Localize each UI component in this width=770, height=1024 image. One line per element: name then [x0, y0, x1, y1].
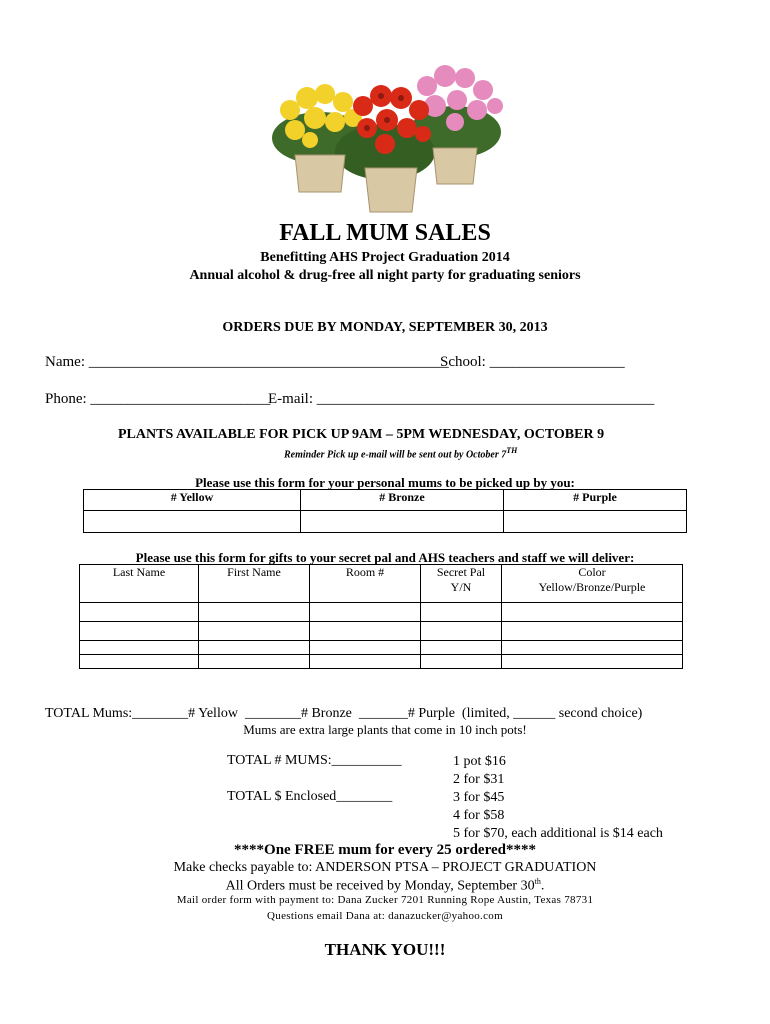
- page-title: FALL MUM SALES: [279, 220, 491, 246]
- gift-form-caption: Please use this form for gifts to your secret pal and AHS teachers and staff we will deliver:: [135, 550, 635, 565]
- subtitle-1: Benefitting AHS Project Graduation 2014: [260, 250, 510, 265]
- price-item: 3 for $45: [453, 790, 505, 805]
- total-enclosed-field[interactable]: TOTAL $ Enclosed________: [227, 789, 393, 804]
- personal-form-table: [83, 489, 687, 533]
- price-item: 4 for $58: [453, 808, 505, 823]
- phone-field[interactable]: Phone: ________________________: [45, 391, 271, 407]
- free-mum-offer: ****One FREE mum for every 25 ordered****: [234, 842, 536, 858]
- total-mums-field[interactable]: TOTAL # MUMS:__________: [227, 753, 402, 768]
- col-header: Last Name: [80, 565, 199, 603]
- yellow-count-cell[interactable]: [84, 511, 301, 533]
- email-field[interactable]: E-mail: _____________________________________________: [268, 391, 655, 407]
- orders-due: ORDERS DUE BY MONDAY, SEPTEMBER 30, 2013: [222, 320, 548, 335]
- col-header: Secret Pal Y/N: [421, 565, 502, 603]
- subtitle-2: Annual alcohol & drug-free all night party for graduating seniors: [189, 268, 581, 283]
- table-row: [80, 622, 683, 641]
- table-row: [80, 655, 683, 669]
- checks-payable: Make checks payable to: ANDERSON PTSA – PROJECT GRADUATION: [173, 860, 597, 875]
- table-row: [80, 603, 683, 622]
- price-item: 2 for $31: [453, 772, 505, 787]
- col-header: # Purple: [504, 490, 687, 511]
- thank-you: THANK YOU!!!: [324, 940, 446, 959]
- name-field[interactable]: Name: ________________________________________________: [45, 354, 449, 370]
- pickup-reminder: Reminder Pick up e-mail will be sent out by October 7TH: [284, 446, 518, 461]
- pot-size-note: Mums are extra large plants that come in 10 inch pots!: [243, 722, 527, 737]
- col-header: Room #: [310, 565, 421, 603]
- price-item: 1 pot $16: [453, 754, 506, 769]
- price-item: 5 for $70, each additional is $14 each: [453, 826, 663, 841]
- col-header: First Name: [199, 565, 310, 603]
- mail-instructions: Mail order form with payment to: Dana Zucker 7201 Running Rope Austin, Texas 78731: [176, 894, 594, 906]
- questions-email: Questions email Dana at: danazucker@yahoo.com: [267, 910, 503, 922]
- bronze-count-cell[interactable]: [301, 511, 504, 533]
- mum-flowers-image: [265, 60, 505, 218]
- pickup-heading: PLANTS AVAILABLE FOR PICK UP 9AM – 5PM WEDNESDAY, OCTOBER 9: [118, 427, 605, 442]
- gift-form-table: [79, 564, 683, 669]
- col-header: # Bronze: [301, 490, 504, 511]
- col-header: # Yellow: [84, 490, 301, 511]
- purple-count-cell[interactable]: [504, 511, 687, 533]
- table-row: [80, 641, 683, 655]
- personal-form-caption: Please use this form for your personal mums to be picked up by you:: [195, 475, 575, 490]
- col-header: Color Yellow/Bronze/Purple: [502, 565, 683, 603]
- orders-received: All Orders must be received by Monday, September 30th.: [225, 877, 545, 894]
- price-list: [453, 753, 663, 843]
- school-field[interactable]: School: __________________: [440, 354, 625, 370]
- totals-line[interactable]: TOTAL Mums:________# Yellow ________# Bronze _______# Purple (limited, ______ second choice): [45, 706, 643, 721]
